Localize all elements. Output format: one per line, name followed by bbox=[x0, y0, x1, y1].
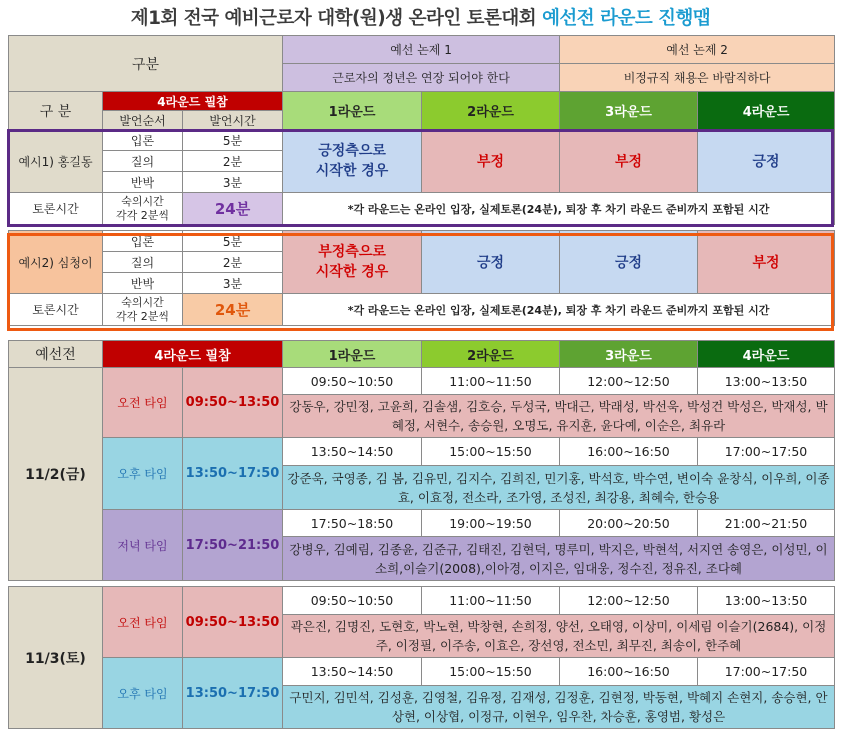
slot-time: 17:50~18:50 bbox=[283, 510, 422, 537]
step-time: 5분 bbox=[183, 231, 283, 252]
slot-time: 19:00~19:50 bbox=[422, 510, 560, 537]
day-date: 11/2(금) bbox=[9, 368, 103, 581]
prep-time: 숙의시간 각각 2분씩 bbox=[103, 294, 183, 326]
slot-time: 16:00~16:50 bbox=[560, 658, 698, 686]
step-name: 입론 bbox=[103, 130, 183, 151]
schedule-round4-header: 4라운드 bbox=[698, 341, 835, 368]
gubun2-header: 구 분 bbox=[9, 92, 103, 130]
step-time: 3분 bbox=[183, 172, 283, 193]
participant-names: 강동우, 강민정, 고윤희, 김솔샘, 김호승, 두성국, 박대근, 박래성, 박선욱, 박성건 박성은, 박재성, 박혜정, 서현수, 송승원, 오명도, 유지훈, 윤다예, 이순은, 최유라 bbox=[283, 395, 835, 438]
session-label: 저녁 타임 bbox=[103, 510, 183, 581]
rounds-required-header: 4라운드 필참 bbox=[103, 92, 283, 111]
schedule-round3-header: 3라운드 bbox=[560, 341, 698, 368]
slot-time: 11:00~11:50 bbox=[422, 587, 560, 615]
slot-time: 12:00~12:50 bbox=[560, 368, 698, 395]
speak-time-header: 발언시간 bbox=[183, 111, 283, 130]
slot-time: 13:50~14:50 bbox=[283, 658, 422, 686]
example2-round4: 부정 bbox=[698, 231, 835, 294]
participant-names: 곽은진, 김명진, 도현호, 박노현, 박창현, 손희정, 양선, 오태영, 이상미, 이세림 이슬기(2684), 이정주, 이정필, 이주송, 이효은, 장선영, 전소민, 최무진, 최송이, 한주혜 bbox=[283, 615, 835, 658]
example2-round3: 긍정 bbox=[560, 231, 698, 294]
participant-names: 강병우, 김예림, 김종윤, 김준규, 김태진, 김현덕, 명루미, 박지은, 박현석, 서지연 송영은, 이성민, 이소희,이슬기(2008),이아경, 이지은, 임대웅, 정수진, 정유진, 조다혜 bbox=[283, 537, 835, 581]
slot-time: 21:00~21:50 bbox=[698, 510, 835, 537]
example1-start: 긍정측으로 시작한 경우 bbox=[283, 130, 422, 193]
slot-time: 17:00~17:50 bbox=[698, 438, 835, 466]
example1-label: 예시1) 홍길동 bbox=[9, 130, 103, 193]
step-name: 반박 bbox=[103, 172, 183, 193]
example1-round2: 부정 bbox=[422, 130, 560, 193]
example2-start: 부정측으로 시작한 경우 bbox=[283, 231, 422, 294]
participant-names: 강준욱, 국영종, 김 봄, 김유민, 김지수, 김희진, 민기홍, 박석호, 박수연, 변이숙 윤창식, 이우희, 이종효, 이효정, 전소라, 조가영, 조성진, 최강용, 최혜숙, 한승용 bbox=[283, 466, 835, 510]
example1-round4: 긍정 bbox=[698, 130, 835, 193]
schedule-header-required: 4라운드 필참 bbox=[103, 341, 283, 368]
total-time: 24분 bbox=[183, 193, 283, 225]
round2-header: 2라운드 bbox=[422, 92, 560, 130]
slot-time: 16:00~16:50 bbox=[560, 438, 698, 466]
schedule-round1-header: 1라운드 bbox=[283, 341, 422, 368]
session-label: 오전 타임 bbox=[103, 587, 183, 658]
step-time: 5분 bbox=[183, 130, 283, 151]
round3-header: 3라운드 bbox=[560, 92, 698, 130]
session-time: 17:50~21:50 bbox=[183, 510, 283, 581]
slot-time: 13:50~14:50 bbox=[283, 438, 422, 466]
example1-round3: 부정 bbox=[560, 130, 698, 193]
day-date: 11/3(토) bbox=[9, 587, 103, 729]
step-time: 3분 bbox=[183, 273, 283, 294]
round1-header: 1라운드 bbox=[283, 92, 422, 130]
slot-time: 13:00~13:50 bbox=[698, 587, 835, 615]
debate-time-label: 토론시간 bbox=[9, 294, 103, 326]
example2-round2: 긍정 bbox=[422, 231, 560, 294]
session-time: 13:50~17:50 bbox=[183, 658, 283, 729]
schedule-round2-header: 2라운드 bbox=[422, 341, 560, 368]
session-label: 오후 타임 bbox=[103, 438, 183, 510]
slot-time: 20:00~20:50 bbox=[560, 510, 698, 537]
step-name: 질의 bbox=[103, 151, 183, 172]
schedule-header-preliminary: 예선전 bbox=[9, 341, 103, 368]
speak-order-header: 발언순서 bbox=[103, 111, 183, 130]
session-label: 오전 타임 bbox=[103, 368, 183, 438]
step-time: 2분 bbox=[183, 151, 283, 172]
round4-header: 4라운드 bbox=[698, 92, 835, 130]
prep-time: 숙의시간 각각 2분씩 bbox=[103, 193, 183, 225]
example2-label: 예시2) 심청이 bbox=[9, 231, 103, 294]
session-label: 오후 타임 bbox=[103, 658, 183, 729]
gubun-header: 구분 bbox=[9, 36, 283, 92]
slot-time: 11:00~11:50 bbox=[422, 368, 560, 395]
motion2-label: 예선 논제 2 bbox=[560, 36, 835, 64]
total-time: 24분 bbox=[183, 294, 283, 326]
step-name: 입론 bbox=[103, 231, 183, 252]
debate-time-label: 토론시간 bbox=[9, 193, 103, 225]
slot-time: 12:00~12:50 bbox=[560, 587, 698, 615]
rules-table bbox=[8, 35, 835, 326]
session-time: 09:50~13:50 bbox=[183, 587, 283, 658]
slot-time: 15:00~15:50 bbox=[422, 438, 560, 466]
step-name: 반박 bbox=[103, 273, 183, 294]
page-title: 제1회 전국 예비근로자 대학(원)생 온라인 토론대회 예선전 라운드 진행맵 bbox=[130, 8, 711, 29]
motion1-text: 근로자의 정년은 연장 되어야 한다 bbox=[283, 64, 560, 92]
motion2-text: 비정규직 채용은 바람직하다 bbox=[560, 64, 835, 92]
slot-time: 09:50~10:50 bbox=[283, 368, 422, 395]
schedule-table bbox=[8, 340, 835, 729]
session-time: 09:50~13:50 bbox=[183, 368, 283, 438]
slot-time: 17:00~17:50 bbox=[698, 658, 835, 686]
slot-time: 15:00~15:50 bbox=[422, 658, 560, 686]
motion1-label: 예선 논제 1 bbox=[283, 36, 560, 64]
session-time: 13:50~17:50 bbox=[183, 438, 283, 510]
round-note: *각 라운드는 온라인 입장, 실제토론(24분), 퇴장 후 차기 라운드 준비까지 포함된 시간 bbox=[283, 294, 835, 326]
participant-names: 구민지, 김민석, 김성훈, 김영철, 김유정, 김재성, 김정훈, 김현정, 박동현, 박혜지 손현지, 송승현, 안상현, 이상협, 이정규, 이현우, 임우찬, 차승훈, 홍영범, 황성은 bbox=[283, 686, 835, 729]
slot-time: 13:00~13:50 bbox=[698, 368, 835, 395]
slot-time: 09:50~10:50 bbox=[283, 587, 422, 615]
step-time: 2분 bbox=[183, 252, 283, 273]
step-name: 질의 bbox=[103, 252, 183, 273]
round-note: *각 라운드는 온라인 입장, 실제토론(24분), 퇴장 후 차기 라운드 준비까지 포함된 시간 bbox=[283, 193, 835, 225]
